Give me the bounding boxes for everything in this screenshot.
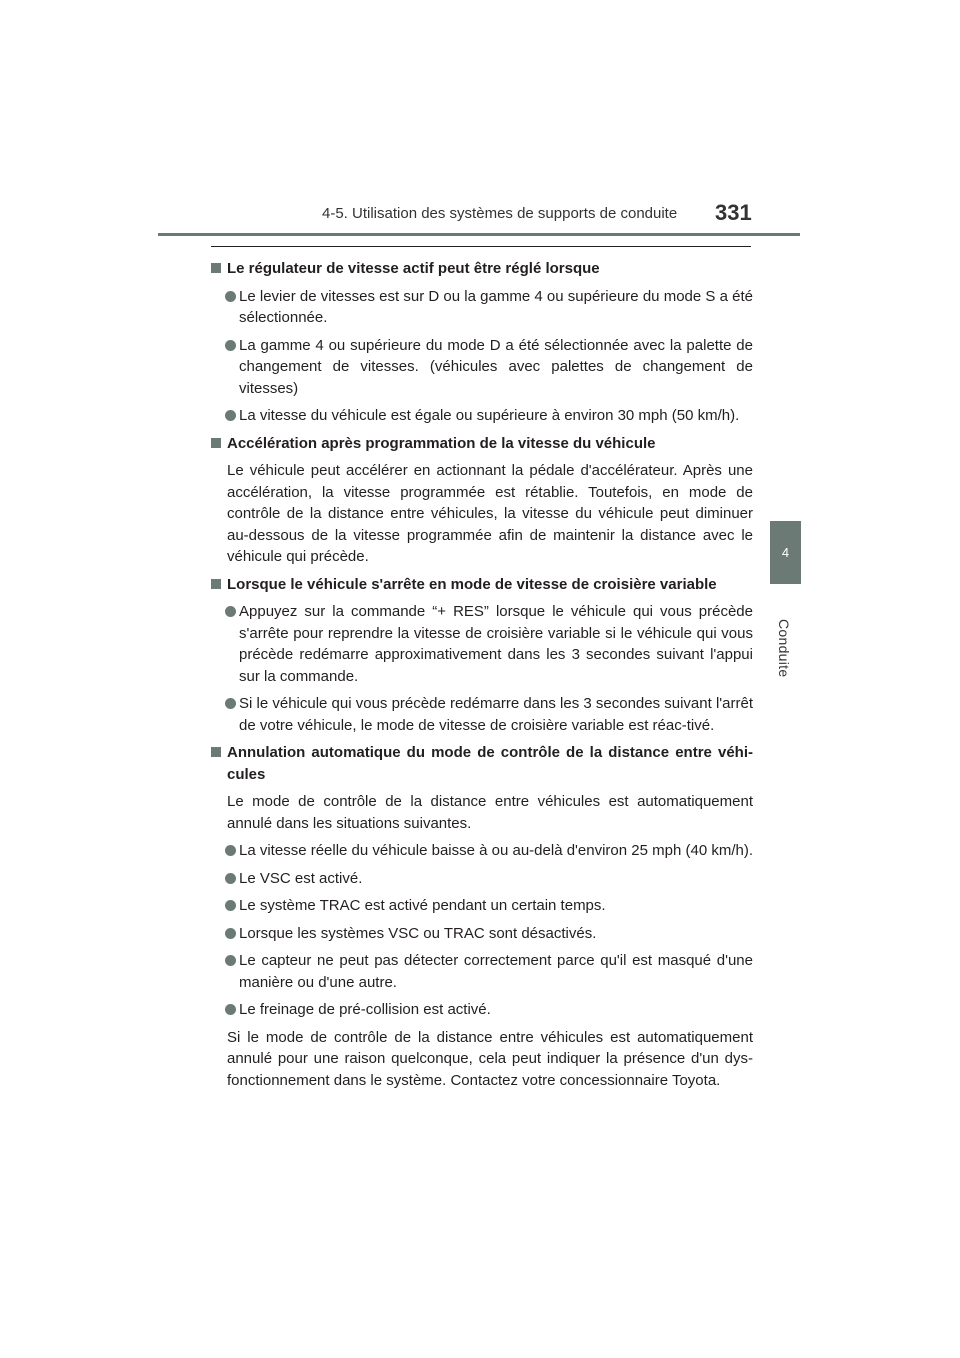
list-item: La vitesse réelle du véhicule baisse à ou au-delà d'environ 25 mph (40 km/h).	[211, 840, 753, 862]
circle-bullet-icon	[225, 698, 236, 709]
circle-bullet-icon	[225, 845, 236, 856]
circle-bullet-icon	[225, 900, 236, 911]
page-header-title: 4-5. Utilisation des systèmes de supports de conduite	[322, 205, 678, 222]
circle-bullet-icon	[225, 928, 236, 939]
section-heading: Lorsque le véhicule s'arrête en mode de vitesse de croisière variable	[211, 574, 753, 596]
circle-bullet-icon	[225, 955, 236, 966]
square-bullet-icon	[211, 438, 221, 448]
circle-bullet-icon	[225, 410, 236, 421]
list-item: Lorsque les systèmes VSC ou TRAC sont désactivés.	[211, 923, 753, 945]
list-item: Le capteur ne peut pas détecter correctement parce qu'il est masqué d'une manière ou d'une autre.	[211, 950, 753, 993]
list-item: Le levier de vitesses est sur D ou la gamme 4 ou supérieure du mode S a été sélectionnée.	[211, 286, 753, 329]
section-heading: Accélération après programmation de la vitesse du véhicule	[211, 433, 753, 455]
circle-bullet-icon	[225, 291, 236, 302]
content-divider	[211, 246, 751, 247]
section-heading: Annulation automatique du mode de contrôle de la distance entre véhi-cules	[211, 742, 753, 785]
circle-bullet-icon	[225, 873, 236, 884]
section-heading: Le régulateur de vitesse actif peut être réglé lorsque	[211, 258, 753, 280]
list-item: La gamme 4 ou supérieure du mode D a été sélectionnée avec la palette de changement de vitesses. (véhicules avec palettes de changement de vitesses)	[211, 335, 753, 400]
page-number: 331	[715, 200, 752, 225]
list-item: Le freinage de pré-collision est activé.	[211, 999, 753, 1021]
square-bullet-icon	[211, 579, 221, 589]
main-content	[211, 258, 753, 1097]
list-item: Appuyez sur la commande “+ RES” lorsque le véhicule qui vous précède s'arrête pour reprendre la vitesse de croisière variable si le véhicule qui vous précède redémarre approximativement dans les 3 secondes suivant l'appui sur la commande.	[211, 601, 753, 687]
list-item: La vitesse du véhicule est égale ou supérieure à environ 30 mph (50 km/h).	[211, 405, 753, 427]
chapter-label: Conduite	[776, 619, 792, 678]
list-item: Le système TRAC est activé pendant un certain temps.	[211, 895, 753, 917]
list-item: Le VSC est activé.	[211, 868, 753, 890]
square-bullet-icon	[211, 263, 221, 273]
circle-bullet-icon	[225, 606, 236, 617]
chapter-tab: 4	[770, 521, 801, 584]
list-item: Si le véhicule qui vous précède redémarre dans les 3 secondes suivant l'arrêt de votre véhicule, le mode de vitesse de croisière variable est réac-tivé.	[211, 693, 753, 736]
section-paragraph: Si le mode de contrôle de la distance entre véhicules est automatiquement annulé pour une raison quelconque, cela peut indiquer la présence d'un dys-fonctionnement dans le système. Contactez votre concessionnaire Toyota.	[227, 1028, 753, 1089]
circle-bullet-icon	[225, 1004, 236, 1015]
section-paragraph: Le véhicule peut accélérer en actionnant la pédale d'accélérateur. Après une accélération, la vitesse programmée est rétablie. Toutefois, en mode de contrôle de la distance entre véhicules, la vitesse du véhicule peut diminuer au-dessous de la vitesse programmée afin de maintenir la distance avec le véhicule qui précède.	[227, 462, 753, 565]
section-paragraph: Le mode de contrôle de la distance entre véhicules est automatiquement annulé dans les situations suivantes.	[227, 793, 753, 832]
square-bullet-icon	[211, 747, 221, 757]
header-divider	[158, 233, 800, 236]
circle-bullet-icon	[225, 340, 236, 351]
